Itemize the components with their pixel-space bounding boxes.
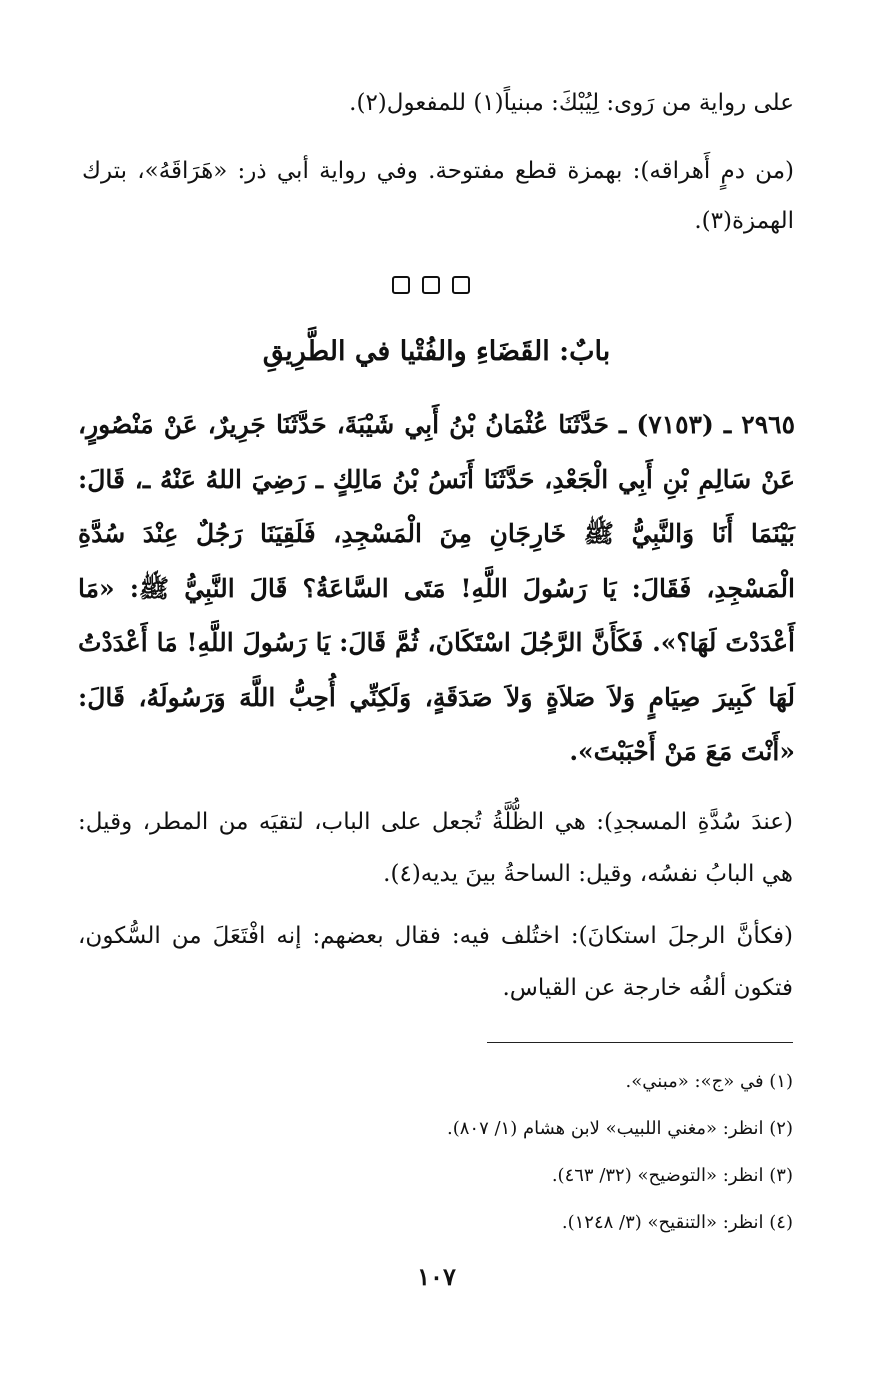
separator-box-icon [422,276,440,294]
page-number: ١٠٧ [417,1262,456,1291]
footnote-divider [487,1042,793,1043]
footnote: (٤) انظر: «التنقيح» (٣/ ١٢٤٨). [561,1212,793,1233]
intro-block [82,78,794,246]
intro-line-1: على رواية من رَوى: لِيُبْكَ: مبنياً(١) للمفعول(٢). [349,90,794,116]
separator-box-icon [452,276,470,294]
commentary-note-1: (عندَ سُدَّةِ المسجدِ): هي الظُّلَّةُ تُجعل على الباب، لتقيَه من المطر، وقيل: هي البابُ نفسُه، وقيل: الساحةُ بينَ يديه(٤). [78,809,793,887]
section-separator [392,276,482,296]
footnote: (١) في «ج»: «مبني». [625,1071,793,1092]
hadith-text: ٢٩٦٥ ـ (٧١٥٣) ـ حَدَّثَنَا عُثْمَانُ بْنُ أَبِي شَيْبَةَ، حَدَّثَنَا جَرِيرٌ، عَنْ مَنْصُورٍ، عَنْ سَالِمِ بْنِ أَبِي الْجَعْدِ، حَدَّثَنَا أَنَسُ بْنُ مَالِكٍ ـ رَضِيَ اللهُ عَنْهُ ـ، قَالَ: بَيْنَمَا أَنَا وَالنَّبِيُّ ﷺ خَارِجَانِ مِنَ الْمَسْجِدِ، فَلَقِيَنَا رَجُلٌ عِنْدَ سُدَّةِ الْمَسْجِدِ، فَقَالَ: يَا رَسُولَ اللَّهِ! مَتَى السَّاعَةُ؟ قَالَ النَّبِيُّ ﷺ: «مَا أَعْدَدْتَ لَهَا؟». فَكَأَنَّ الرَّجُلَ اسْتَكَانَ، ثُمَّ قَالَ: يَا رَسُولَ اللَّهِ! مَا أَعْدَدْتُ لَهَا كَبِيرَ صِيَامٍ وَلاَ صَلاَةٍ وَلاَ صَدَقَةٍ، وَلَكِنِّي أُحِبُّ اللَّهَ وَرَسُولَهُ، قَالَ: «أَنْتَ مَعَ مَنْ أَحْبَبْتَ». [78,410,795,766]
footnote: (٢) انظر: «مغني اللبيب» لابن هشام (١/ ٨٠٧). [446,1118,793,1139]
commentary-note-2: (فكأنَّ الرجلَ استكانَ): اختُلف فيه: فقال بعضهم: إنه افْتَعَلَ من السُّكون، فتكون ألفُه خارجة عن القياس. [78,923,793,1001]
separator-box-icon [392,276,410,294]
chapter-title: بابٌ: القَضَاءِ والفُتْيا في الطَّرِيقِ [262,336,611,367]
intro-line-2: (من دمٍ أَهراقه): بهمزة قطع مفتوحة. وفي رواية أبي ذر: «هَرَاقَهُ»، بترك الهمزة(٣). [82,158,794,234]
footnote: (٣) انظر: «التوضيح» (٣٢/ ٤٦٣). [551,1165,793,1186]
footnotes-list [193,1058,793,1246]
